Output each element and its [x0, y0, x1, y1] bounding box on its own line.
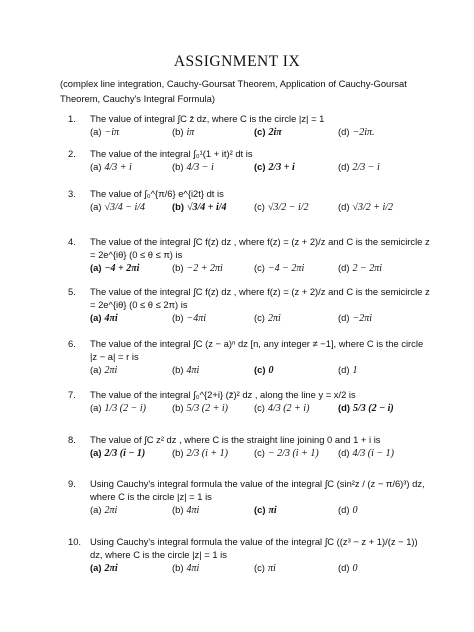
option-row — [90, 161, 430, 175]
option-label: (d) — [338, 312, 350, 323]
option-label: (c) — [254, 447, 265, 458]
option-a — [90, 126, 119, 140]
option-c — [254, 447, 319, 461]
question-text: The value of ∫₀^{π/6} e^{i2t} dt is — [90, 188, 224, 199]
question-8 — [68, 433, 430, 461]
option-value: 0 — [352, 563, 358, 574]
option-label: (d) — [338, 161, 350, 172]
option-b — [172, 447, 228, 461]
option-d — [338, 562, 357, 576]
option-value: 1/3 (2 − i) — [104, 403, 146, 414]
option-c — [254, 562, 276, 576]
question-stem — [68, 112, 430, 125]
question-stem — [68, 337, 430, 363]
option-label: (d) — [338, 562, 350, 573]
question-number: 4. — [68, 236, 76, 247]
option-c — [254, 161, 295, 175]
question-stem — [68, 235, 430, 261]
option-b — [172, 364, 199, 378]
question-stem — [68, 147, 430, 160]
option-label: (a) — [90, 562, 102, 573]
option-value: − 2/3 (i + 1) — [267, 448, 319, 459]
option-value: 4πi — [186, 365, 200, 376]
option-d — [338, 161, 380, 175]
option-label: (a) — [90, 262, 102, 273]
option-value: 5/3 (2 + i) — [186, 403, 228, 414]
question-stem — [68, 187, 430, 200]
option-value: 2 − 2πi — [352, 263, 383, 274]
option-label: (a) — [90, 402, 102, 413]
option-c — [254, 201, 309, 215]
question-stem — [68, 285, 430, 311]
option-label: (d) — [338, 504, 350, 515]
option-b — [172, 312, 206, 326]
option-value: 2πi — [104, 365, 118, 376]
option-value: 4πi — [104, 313, 118, 324]
option-row — [90, 402, 430, 416]
question-number: 5. — [68, 286, 76, 297]
option-row — [90, 312, 430, 326]
option-d — [338, 504, 357, 518]
question-2 — [68, 147, 430, 175]
option-a — [90, 447, 145, 461]
option-label: (b) — [172, 161, 184, 172]
question-number: 9. — [68, 478, 76, 489]
option-value: −4 − 2πi — [267, 263, 305, 274]
option-label: (d) — [338, 262, 350, 273]
option-label: (c) — [254, 262, 265, 273]
option-value: 4πi — [186, 563, 200, 574]
question-number: 2. — [68, 148, 76, 159]
question-text: The value of ∫C z² dz , where C is the straight line joining 0 and 1 + i is — [90, 434, 381, 445]
option-value: 2πi — [104, 563, 118, 574]
question-1 — [68, 112, 430, 140]
question-6 — [68, 337, 430, 378]
question-text: The value of the integral ∫C f(z) dz , where f(z) = (z + 2)/z and C is the semicircle z = 2e^{iθ} (0 ≤ θ ≤ π) is — [90, 236, 430, 260]
option-value: √3/2 + i/2 — [352, 202, 394, 213]
question-stem — [68, 477, 430, 503]
question-text: The value of the integral ∫C f(z) dz , where f(z) = (z + 2)/z and C is the semicircle z = 2e^{iθ} (0 ≤ θ ≤ 2π) is — [90, 286, 430, 310]
option-c — [254, 126, 282, 140]
option-value: πi — [267, 563, 276, 574]
option-row — [90, 447, 430, 461]
option-d — [338, 126, 375, 140]
question-5 — [68, 285, 430, 326]
option-a — [90, 262, 139, 276]
option-b — [172, 504, 199, 518]
question-text: Using Cauchy's integral formula the value of the integral ∫C ((z³ − z + 1)/(z − 1)) dz, where C is the circle |z| = 1 is — [90, 536, 418, 560]
option-label: (d) — [338, 126, 350, 137]
option-b — [172, 161, 214, 175]
option-label: (c) — [254, 201, 265, 212]
option-a — [90, 504, 117, 518]
question-4 — [68, 235, 430, 276]
question-text: The value of the integral ∫₀^{2+i} (z̄)² dz , along the line y = x/2 is — [90, 389, 356, 400]
option-label: (b) — [172, 402, 184, 413]
option-b — [172, 201, 227, 215]
option-label: (b) — [172, 364, 184, 375]
option-value: −4 + 2πi — [104, 263, 140, 274]
option-value: 0 — [268, 365, 274, 376]
page-title: ASSIGNMENT IX — [173, 53, 301, 70]
question-3 — [68, 187, 430, 215]
option-label: (a) — [90, 364, 102, 375]
option-b — [172, 126, 194, 140]
option-row — [90, 126, 430, 140]
option-label: (b) — [172, 447, 184, 458]
option-c — [254, 262, 304, 276]
option-c — [254, 312, 281, 326]
option-row — [90, 562, 430, 576]
option-value: 2/3 − i — [352, 162, 380, 173]
option-label: (a) — [90, 312, 102, 323]
question-number: 1. — [68, 113, 76, 124]
option-b — [172, 402, 228, 416]
option-b — [172, 262, 223, 276]
option-value: −iπ — [104, 127, 120, 138]
option-b — [172, 562, 199, 576]
option-a — [90, 402, 146, 416]
question-stem — [68, 433, 430, 446]
option-value: √3/4 + i/4 — [186, 202, 227, 213]
option-value: −2πi — [352, 313, 373, 324]
option-value: 4/3 (2 + i) — [267, 403, 310, 414]
option-label: (b) — [172, 201, 184, 212]
option-c — [254, 364, 273, 378]
question-number: 3. — [68, 188, 76, 199]
question-number: 6. — [68, 338, 76, 349]
option-d — [338, 312, 372, 326]
option-label: (a) — [90, 126, 102, 137]
option-label: (a) — [90, 504, 102, 515]
option-value: −2iπ. — [352, 127, 375, 138]
option-a — [90, 201, 145, 215]
option-label: (b) — [172, 126, 184, 137]
option-label: (c) — [254, 161, 266, 172]
option-label: (d) — [338, 201, 350, 212]
option-label: (b) — [172, 312, 184, 323]
option-label: (b) — [172, 504, 184, 515]
option-value: 5/3 (2 − i) — [352, 403, 394, 414]
question-7 — [68, 388, 430, 416]
option-value: iπ — [186, 127, 195, 138]
option-value: 2πi — [104, 505, 118, 516]
question-text: The value of integral ∫C z̄ dz, where C is the circle |z| = 1 — [90, 113, 325, 124]
question-text: The value of the integral ∫₀¹(1 + it)² dt is — [90, 148, 253, 159]
option-value: 4/3 + i — [104, 162, 132, 173]
option-label: (d) — [338, 447, 350, 458]
option-d — [338, 364, 357, 378]
option-d — [338, 262, 382, 276]
option-value: 4/3 − i — [186, 162, 214, 173]
question-number: 10. — [68, 536, 82, 547]
option-a — [90, 161, 132, 175]
option-value: 2iπ — [268, 127, 282, 138]
option-d — [338, 402, 394, 416]
option-label: (b) — [172, 562, 184, 573]
option-label: (c) — [254, 312, 265, 323]
option-label: (c) — [254, 126, 266, 137]
option-value: 2πi — [267, 313, 281, 324]
option-value: 2/3 + i — [268, 162, 295, 173]
question-number: 8. — [68, 434, 76, 445]
question-stem — [68, 535, 430, 561]
option-label: (c) — [254, 504, 266, 515]
option-label: (b) — [172, 262, 184, 273]
question-number: 7. — [68, 389, 76, 400]
question-10 — [68, 535, 430, 576]
option-label: (c) — [254, 562, 265, 573]
page-subtitle: (complex line integration, Cauchy-Goursat Theorem, Application of Cauchy-Goursat Theorem, Cauchy's Integral Formula) — [60, 78, 407, 104]
option-value: 4πi — [186, 505, 200, 516]
question-text: Using Cauchy's integral formula the value of the integral ∫C (sin²z / (z − π/6)³) dz, where C is the circle |z| = 1 is — [90, 478, 425, 502]
option-value: πi — [268, 505, 277, 516]
option-row — [90, 504, 430, 518]
option-label: (c) — [254, 402, 265, 413]
option-label: (d) — [338, 402, 350, 413]
option-value: 2/3 (i + 1) — [186, 448, 228, 459]
option-a — [90, 364, 117, 378]
option-value: √3/2 − i/2 — [267, 202, 309, 213]
option-value: −2 + 2πi — [186, 263, 223, 274]
option-value: −4πi — [186, 313, 207, 324]
option-label: (a) — [90, 201, 102, 212]
question-9 — [68, 477, 430, 518]
option-row — [90, 201, 430, 215]
option-c — [254, 504, 277, 518]
question-stem — [68, 388, 430, 401]
option-d — [338, 201, 393, 215]
option-value: 1 — [352, 365, 358, 376]
option-value: 2/3 (i − 1) — [104, 448, 146, 459]
option-label: (a) — [90, 447, 102, 458]
option-label: (c) — [254, 364, 266, 375]
option-label: (d) — [338, 364, 350, 375]
option-value: √3/4 − i/4 — [104, 202, 146, 213]
option-row — [90, 364, 430, 378]
option-a — [90, 312, 118, 326]
option-value: 4/3 (i − 1) — [352, 448, 394, 459]
option-c — [254, 402, 309, 416]
question-text: The value of the integral ∫C (z − a)ⁿ dz [n, any integer ≠ −1], where C is the circle |z − a| = r is — [90, 338, 424, 362]
option-row — [90, 262, 430, 276]
option-value: 0 — [352, 505, 358, 516]
option-d — [338, 447, 394, 461]
option-label: (a) — [90, 161, 102, 172]
option-a — [90, 562, 118, 576]
